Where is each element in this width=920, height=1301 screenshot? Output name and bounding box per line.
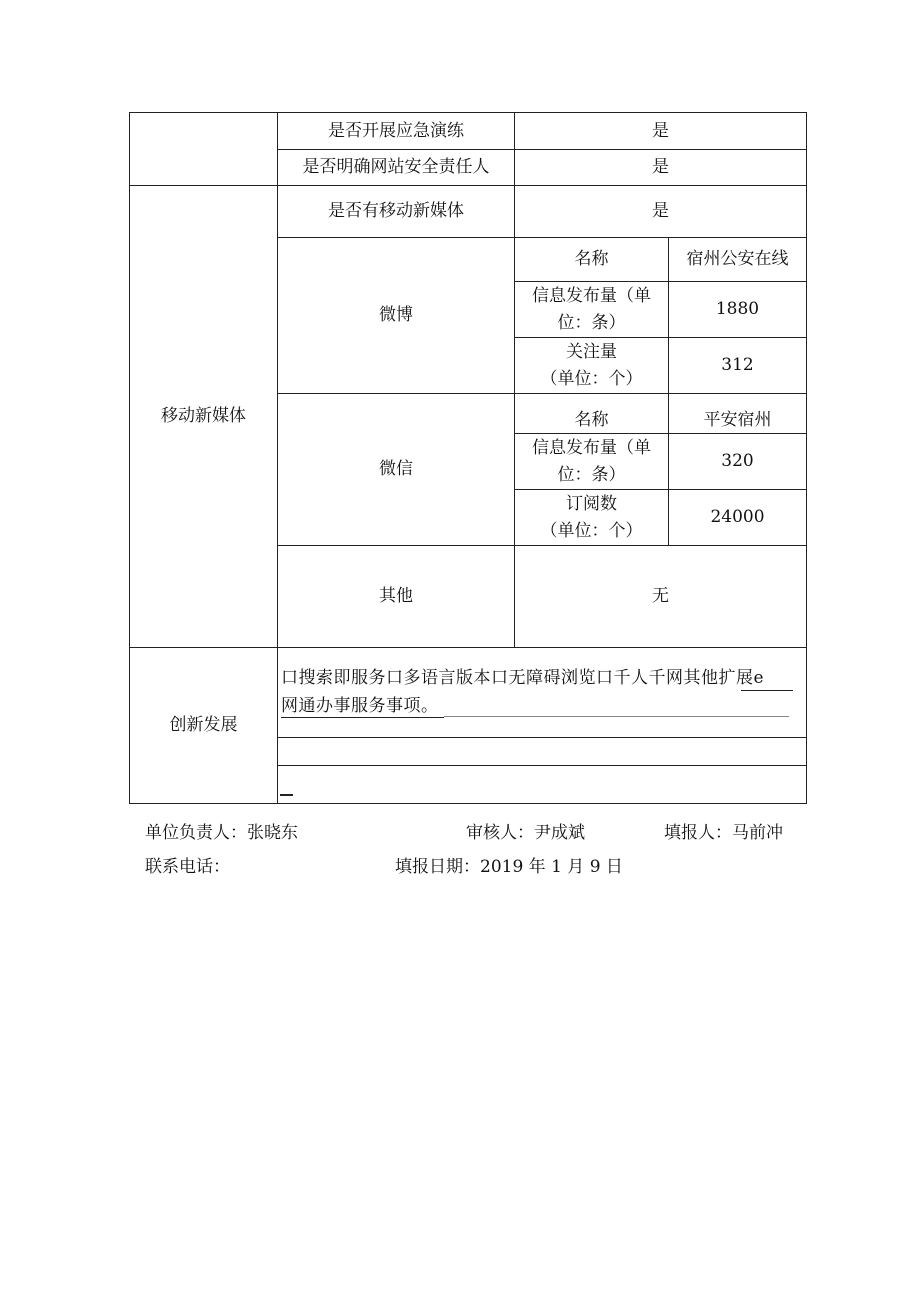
weibo-name-label-text: 名称 (574, 249, 609, 269)
weibo-posts-value-text: 1880 (715, 299, 760, 319)
innovation-text-line1: 口搜索即服务口多语言版本口无障碍浏览口千人千网其他扩展e (281, 668, 765, 688)
weibo-posts-label (515, 282, 668, 337)
responsible-answer-text: 是 (652, 157, 669, 177)
responsible-question-text: 是否明确网站安全责任人 (302, 157, 490, 177)
wechat-posts-value-text: 320 (721, 451, 754, 471)
has-media-answer-text: 是 (652, 201, 669, 221)
innovation-text (281, 664, 796, 720)
weibo-posts-label-line1: 信息发布量（单 (532, 285, 651, 306)
wechat-sub-value (669, 490, 806, 545)
innovation-label (130, 648, 277, 803)
has-media-question (278, 186, 514, 237)
drill-answer-text: 是 (652, 120, 669, 141)
grid-line (277, 737, 807, 738)
weibo-follow-label (515, 338, 668, 393)
underline (444, 716, 789, 717)
drill-question (278, 113, 514, 149)
weibo-name-label (515, 238, 668, 281)
responsible-question (278, 150, 514, 185)
underline (280, 794, 293, 796)
responsible-answer (515, 150, 806, 185)
other-value (515, 546, 806, 647)
weibo-follow-value-text: 312 (721, 355, 754, 375)
filler: 填报人：马前冲 (664, 823, 783, 843)
weibo-name-value-text: 宿州公安在线 (686, 249, 789, 269)
weibo-follow-label-line1: 关注量 (566, 341, 617, 362)
wechat-name-value (669, 394, 806, 433)
underline (741, 690, 793, 691)
drill-answer (515, 113, 806, 149)
wechat-sub-value-text: 24000 (710, 507, 765, 527)
wechat-sub-label (515, 490, 668, 545)
other-label (278, 546, 514, 647)
weibo-posts-value (669, 282, 806, 337)
wechat-posts-value (669, 434, 806, 489)
grid-line (277, 765, 807, 766)
underline (281, 717, 444, 718)
has-media-answer (515, 186, 806, 237)
weibo-label (278, 238, 514, 393)
weibo-follow-value (669, 338, 806, 393)
wechat-name-label (515, 394, 668, 433)
drill-question-text: 是否开展应急演练 (328, 120, 464, 141)
weibo-follow-label-line2: （单位：个） (540, 368, 643, 389)
innovation-text-line2: 网通办事服务事项。 (281, 696, 439, 716)
wechat-label-text: 微信 (379, 459, 413, 479)
other-value-text: 无 (652, 586, 669, 606)
mobile-media-section-text: 移动新媒体 (161, 406, 246, 426)
other-label-text: 其他 (379, 586, 413, 606)
contact-phone: 联系电话： (145, 857, 230, 877)
wechat-posts-label-line2: 位：条） (557, 464, 626, 485)
innovation-label-text: 创新发展 (169, 715, 238, 735)
wechat-name-label-text: 名称 (574, 410, 609, 430)
wechat-posts-label (515, 434, 668, 489)
wechat-posts-label-line1: 信息发布量（单 (532, 437, 651, 458)
wechat-sub-label-line1: 订阅数 (566, 493, 617, 514)
wechat-name-value-text: 平安宿州 (703, 410, 772, 430)
weibo-name-value (669, 238, 806, 281)
mobile-media-section-label (130, 186, 277, 647)
wechat-label (278, 394, 514, 545)
unit-head: 单位负责人：张晓东 (145, 823, 298, 843)
fill-date: 填报日期：2019 年 1 月 9 日 (395, 857, 623, 877)
has-media-question-text: 是否有移动新媒体 (328, 201, 464, 221)
weibo-posts-label-line2: 位：条） (557, 312, 626, 333)
wechat-sub-label-line2: （单位：个） (540, 520, 643, 541)
reviewer: 审核人：尹成斌 (466, 823, 585, 843)
weibo-label-text: 微博 (379, 305, 413, 325)
